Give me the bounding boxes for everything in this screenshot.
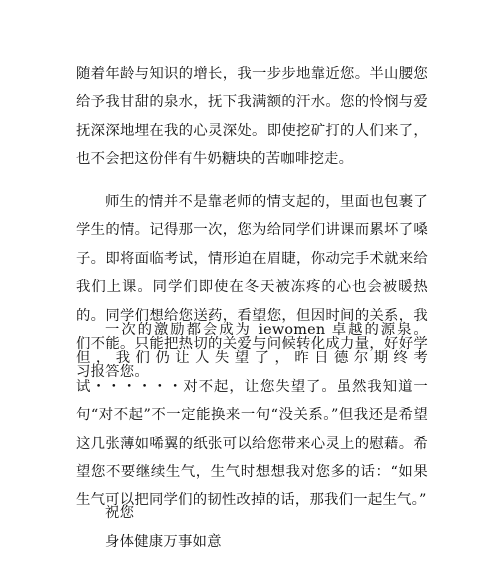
body-paragraph: 随着年龄与知识的增长，我一步步地靠近您。半山腰您给予我甘甜的泉水，抚下我满额的汗水。您的怜悯与爱抚深深地埋在我的心灵深处。即使挖矿打的人们来了，也不会把这份伴有牛奶糖块的苦咖啡挖走。 <box>76 66 428 168</box>
closing-salutation: 祝您 <box>105 505 135 521</box>
body-paragraph: 一次的激励都会成为 iewomen 卓越的源泉。但，我们仍让人失望了，昨日德尔期终考试・・・・・・对不起，让您失望了。虽然我知道一句“对不起”不一定能换来一句“没关系。”但我还是希望这几张薄如唏翼的纸张可以给您带来心灵上的慰藉。希望您不要继续生气，生气时想想我对您多的话：“如果生气可以把同学们的韧性改掉的话，那我们一起生气。” <box>76 322 428 509</box>
body-paragraph: 师生的情并不是靠老师的情支起的，里面也包裹了学生的情。记得那一次，您为给同学们讲课而累坏了嗓子。即将面临考试，情形迫在眉睫，你动完手术就来给我们上课。同学们即使在冬天被冻疼的心也会被暖热的。同学们想给您送药，看望您，但因时间的关系，我们不能。只能把热切的关爱与问候转化成力量，好好学习报答您。 <box>76 194 428 381</box>
closing-wish: 身体健康万事如意 <box>105 534 222 550</box>
